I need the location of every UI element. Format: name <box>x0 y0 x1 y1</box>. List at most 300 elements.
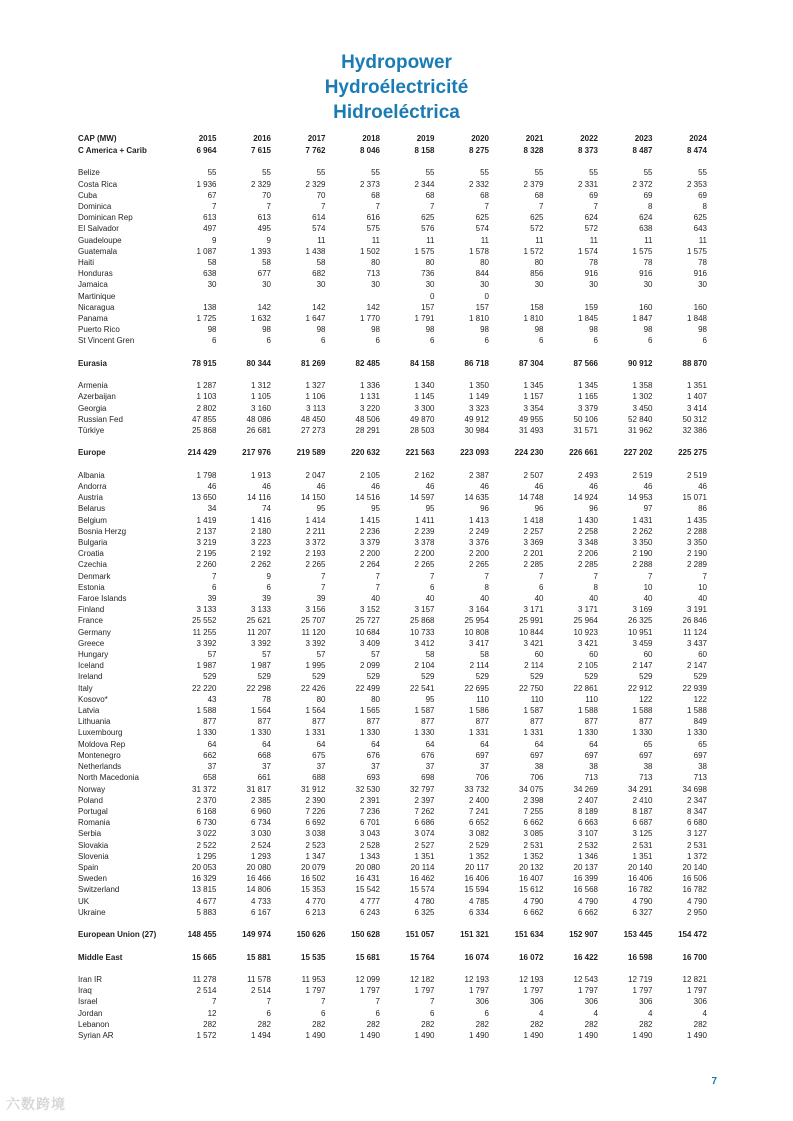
value-cell: 16 598 <box>628 952 653 962</box>
row-label: Lithuania <box>78 717 111 727</box>
spacer-row <box>78 459 707 470</box>
value-cell: 1 987 <box>196 661 217 671</box>
value-cell: 697 <box>693 750 707 760</box>
value-cell: 30 <box>534 280 544 290</box>
value-cell: 46 <box>698 482 707 492</box>
value-cell: 7 <box>375 202 380 211</box>
value-cell: 4 777 <box>359 896 380 906</box>
value-cell: 7 <box>375 571 380 581</box>
value-cell: 22 220 <box>192 683 217 693</box>
table-row <box>78 403 707 414</box>
value-cell: 6 <box>484 336 489 346</box>
value-cell: 7 241 <box>468 806 489 816</box>
value-cell: 10 <box>643 582 653 592</box>
value-cell: 46 <box>589 482 598 492</box>
value-cell: 20 053 <box>192 862 217 872</box>
value-cell: 64 <box>262 739 271 749</box>
table-row <box>78 705 707 716</box>
value-cell: 1 438 <box>305 246 326 256</box>
value-cell: 529 <box>203 672 217 682</box>
row-label: Dominica <box>78 202 112 211</box>
value-cell: 6 <box>321 336 326 346</box>
value-cell: 96 <box>589 504 598 514</box>
value-cell: 2 528 <box>359 840 380 850</box>
value-cell: 7 <box>321 997 326 1007</box>
value-cell: 11 953 <box>301 974 326 984</box>
table-row <box>78 884 707 895</box>
row-label: Israel <box>78 997 98 1007</box>
spacer-cell <box>78 918 707 929</box>
value-cell: 110 <box>530 694 544 704</box>
value-cell: 12 543 <box>573 974 598 984</box>
value-cell: 78 <box>589 258 598 268</box>
value-cell: 6 213 <box>305 907 326 917</box>
value-cell: 46 <box>480 482 489 492</box>
value-cell: 614 <box>312 213 326 223</box>
table-row <box>78 817 707 828</box>
value-cell: 13 650 <box>192 493 217 503</box>
value-cell: 49 912 <box>464 414 489 424</box>
table-header <box>78 133 707 145</box>
value-cell: 11 <box>317 235 326 245</box>
value-cell: 2 201 <box>523 549 544 559</box>
value-cell: 15 594 <box>464 885 489 895</box>
table-row <box>78 291 707 302</box>
value-cell: 3 030 <box>250 829 271 839</box>
value-cell: 3 379 <box>577 403 598 413</box>
value-cell: 282 <box>639 1019 653 1029</box>
value-cell: 46 <box>371 482 380 492</box>
value-cell: 2 206 <box>577 549 598 559</box>
row-label: Faroe Islands <box>78 594 127 604</box>
value-cell: 3 107 <box>577 829 598 839</box>
table-row <box>78 739 707 750</box>
value-cell: 1 797 <box>523 986 544 996</box>
value-cell: 3 300 <box>414 403 435 413</box>
region-total-row <box>78 358 707 369</box>
table-row <box>78 223 707 234</box>
value-cell: 6 652 <box>468 818 489 828</box>
value-cell: 3 421 <box>523 638 544 648</box>
value-cell: 1 588 <box>632 706 653 716</box>
value-cell: 3 156 <box>305 605 326 615</box>
value-cell: 0 <box>430 291 435 301</box>
value-cell: 4 790 <box>686 896 707 906</box>
value-cell: 1 586 <box>468 706 489 716</box>
row-label: Honduras <box>78 269 113 279</box>
row-label: Türkiye <box>78 426 105 436</box>
value-cell: 616 <box>366 213 380 223</box>
value-cell: 662 <box>203 750 217 760</box>
value-cell: 4 780 <box>414 896 435 906</box>
table-row <box>78 414 707 425</box>
value-cell: 40 <box>480 594 489 604</box>
value-cell: 152 907 <box>569 930 598 940</box>
spacer-cell <box>78 436 707 447</box>
header-year: 2023 <box>634 134 653 144</box>
value-cell: 2 493 <box>577 470 598 480</box>
value-cell: 47 855 <box>192 414 217 424</box>
value-cell: 151 057 <box>405 930 435 940</box>
value-cell: 64 <box>534 739 544 749</box>
value-cell: 3 191 <box>686 605 707 615</box>
table-row <box>78 391 707 402</box>
value-cell: 2 190 <box>632 549 653 559</box>
table-row <box>78 1008 707 1019</box>
row-label: Poland <box>78 795 103 805</box>
value-cell: 142 <box>257 302 271 312</box>
value-cell: 98 <box>480 325 489 335</box>
value-cell: 6 686 <box>414 818 435 828</box>
value-cell: 698 <box>421 773 435 783</box>
table-row <box>78 235 707 246</box>
value-cell: 676 <box>366 750 380 760</box>
value-cell: 16 568 <box>573 885 598 895</box>
value-cell: 157 <box>421 302 435 312</box>
value-cell: 693 <box>366 773 380 783</box>
value-cell: 1 149 <box>468 392 489 402</box>
value-cell: 11 120 <box>301 627 326 637</box>
value-cell: 12 099 <box>355 974 380 984</box>
value-cell: 2 524 <box>250 840 271 850</box>
row-label: Ukraine <box>78 907 106 917</box>
value-cell: 11 <box>480 235 489 245</box>
value-cell: 16 406 <box>628 874 653 884</box>
value-cell: 25 727 <box>355 616 380 626</box>
value-cell: 34 269 <box>573 784 598 794</box>
value-cell: 697 <box>639 750 653 760</box>
row-label: C America + Carib <box>78 146 147 155</box>
value-cell: 3 369 <box>523 538 544 548</box>
value-cell: 50 106 <box>573 414 598 424</box>
table-row <box>78 593 707 604</box>
value-cell: 6 <box>321 1008 326 1018</box>
value-cell: 2 391 <box>359 795 380 805</box>
value-cell: 9 <box>266 235 271 245</box>
value-cell: 529 <box>530 672 544 682</box>
value-cell: 2 265 <box>305 560 326 570</box>
value-cell: 3 169 <box>632 605 653 615</box>
value-cell: 38 <box>643 762 653 772</box>
value-cell: 2 285 <box>523 560 544 570</box>
value-cell: 2 162 <box>414 470 435 480</box>
value-cell: 4 790 <box>523 896 544 906</box>
value-cell: 613 <box>257 213 271 223</box>
table-row <box>78 257 707 268</box>
value-cell: 98 <box>316 325 326 335</box>
value-cell: 12 719 <box>628 974 653 984</box>
value-cell: 1 287 <box>196 381 217 391</box>
value-cell: 15 353 <box>301 885 326 895</box>
row-label: Dominican Rep <box>78 213 133 223</box>
table-row <box>78 1019 707 1030</box>
row-label: Denmark <box>78 571 111 581</box>
value-cell: 58 <box>262 258 271 268</box>
value-cell: 7 <box>484 571 489 581</box>
value-cell: 98 <box>425 325 435 335</box>
spacer-row <box>78 436 707 447</box>
value-cell: 1 414 <box>305 515 326 525</box>
value-cell: 6 662 <box>523 907 544 917</box>
value-cell: 2 114 <box>469 661 489 671</box>
value-cell: 6 730 <box>196 818 217 828</box>
row-label: Romania <box>78 818 111 828</box>
value-cell: 96 <box>534 504 544 514</box>
row-label: Albania <box>78 470 105 480</box>
value-cell: 7 <box>375 582 380 592</box>
value-cell: 37 <box>425 762 435 772</box>
value-cell: 2 264 <box>359 560 380 570</box>
value-cell: 6 <box>212 582 217 592</box>
value-cell: 3 376 <box>468 538 489 548</box>
value-cell: 8 <box>484 582 489 592</box>
value-cell: 15 535 <box>301 952 326 962</box>
value-cell: 3 392 <box>196 638 217 648</box>
value-cell: 81 269 <box>301 358 326 368</box>
value-cell: 638 <box>639 224 653 234</box>
value-cell: 57 <box>316 650 326 660</box>
value-cell: 2 285 <box>577 560 598 570</box>
value-cell: 98 <box>643 325 653 335</box>
value-cell: 7 <box>321 202 326 211</box>
value-cell: 529 <box>312 672 326 682</box>
value-cell: 10 923 <box>573 627 598 637</box>
value-cell: 1 913 <box>250 470 271 480</box>
value-cell: 9 <box>212 235 217 245</box>
value-cell: 30 <box>698 280 707 290</box>
value-cell: 1 331 <box>468 728 489 738</box>
value-cell: 4 790 <box>632 896 653 906</box>
value-cell: 95 <box>371 504 380 514</box>
value-cell: 1 575 <box>632 246 653 256</box>
table-row <box>78 582 707 593</box>
spacer-row <box>78 918 707 929</box>
value-cell: 1 810 <box>523 314 544 324</box>
row-label: Austria <box>78 493 103 503</box>
value-cell: 12 821 <box>682 974 707 984</box>
row-label: Azerbaijan <box>78 392 116 402</box>
value-cell: 877 <box>203 717 217 727</box>
row-label: Guadeloupe <box>78 235 122 245</box>
value-cell: 14 748 <box>519 493 544 503</box>
value-cell: 67 <box>207 190 217 200</box>
value-cell: 2 288 <box>686 526 707 536</box>
value-cell: 55 <box>207 168 217 178</box>
row-label: Greece <box>78 638 105 648</box>
value-cell: 11 255 <box>192 627 217 637</box>
value-cell: 529 <box>693 672 707 682</box>
value-cell: 74 <box>262 504 271 514</box>
value-cell: 2 507 <box>523 470 544 480</box>
value-cell: 98 <box>262 325 271 335</box>
value-cell: 6 <box>539 336 544 346</box>
value-cell: 34 <box>207 504 217 514</box>
value-cell: 22 541 <box>410 683 435 693</box>
row-label: Iraq <box>78 986 92 996</box>
value-cell: 282 <box>530 1019 544 1029</box>
value-cell: 7 262 <box>414 806 435 816</box>
value-cell: 1 372 <box>686 851 707 861</box>
row-label: Haiti <box>78 258 95 268</box>
table-row <box>78 324 707 335</box>
value-cell: 22 298 <box>246 683 271 693</box>
value-cell: 7 <box>430 202 435 211</box>
value-cell: 529 <box>584 672 598 682</box>
value-cell: 1 494 <box>250 1030 271 1040</box>
value-cell: 6 <box>430 1008 435 1018</box>
value-cell: 8 <box>648 202 653 211</box>
value-cell: 1 350 <box>468 381 489 391</box>
value-cell: 282 <box>475 1019 489 1029</box>
row-label: Sweden <box>78 874 107 884</box>
row-label: St Vincent Gren <box>78 336 135 346</box>
value-cell: 849 <box>693 717 707 727</box>
capacity-table <box>78 133 707 1041</box>
value-cell: 5 883 <box>196 907 217 917</box>
value-cell: 2 190 <box>686 549 707 559</box>
table-row <box>78 279 707 290</box>
value-cell: 1 847 <box>632 314 653 324</box>
value-cell: 6 687 <box>632 818 653 828</box>
value-cell: 14 806 <box>246 885 271 895</box>
value-cell: 20 080 <box>355 862 380 872</box>
header-year: 2015 <box>198 134 217 144</box>
value-cell: 6 680 <box>686 818 707 828</box>
value-cell: 43 <box>207 694 217 704</box>
value-cell: 1 797 <box>632 986 653 996</box>
value-cell: 576 <box>421 224 435 234</box>
header-year: 2022 <box>580 134 598 144</box>
row-label: Martinique <box>78 291 116 301</box>
value-cell: 1 330 <box>250 728 271 738</box>
value-cell <box>544 291 599 302</box>
value-cell: 30 <box>643 280 653 290</box>
value-cell: 2 099 <box>359 661 380 671</box>
row-label: Jamaica <box>78 280 108 290</box>
table-row <box>78 515 707 526</box>
value-cell: 11 207 <box>247 627 271 637</box>
value-cell: 1 588 <box>196 706 217 716</box>
value-cell: 90 912 <box>628 358 653 368</box>
value-cell: 55 <box>425 168 435 178</box>
value-cell: 2 347 <box>686 795 707 805</box>
value-cell: 2 265 <box>468 560 489 570</box>
value-cell: 1 565 <box>359 706 380 716</box>
table-row <box>78 335 707 346</box>
value-cell: 1 797 <box>468 986 489 996</box>
value-cell: 856 <box>530 269 544 279</box>
row-label: Germany <box>78 627 111 637</box>
value-cell: 39 <box>316 594 326 604</box>
value-cell: 1 430 <box>577 515 598 525</box>
value-cell: 10 808 <box>464 627 489 637</box>
value-cell: 3 223 <box>250 538 271 548</box>
value-cell: 2 527 <box>414 840 435 850</box>
value-cell: 49 955 <box>519 414 544 424</box>
value-cell: 7 <box>321 571 326 581</box>
value-cell: 1 797 <box>686 986 707 996</box>
table-row <box>78 840 707 851</box>
row-label: Moldova Rep <box>78 739 126 749</box>
value-cell: 306 <box>639 997 653 1007</box>
value-cell: 8 275 <box>468 146 489 155</box>
value-cell: 158 <box>530 302 544 312</box>
value-cell: 20 080 <box>246 862 271 872</box>
value-cell: 2 531 <box>632 840 653 850</box>
value-cell: 6 <box>375 336 380 346</box>
value-cell: 15 071 <box>682 493 707 503</box>
value-cell: 1 574 <box>577 246 598 256</box>
value-cell: 98 <box>589 325 598 335</box>
value-cell: 1 797 <box>414 986 435 996</box>
value-cell: 49 870 <box>410 414 435 424</box>
watermark-logo: 六数跨境 <box>6 1096 66 1112</box>
value-cell: 3 348 <box>577 538 598 548</box>
value-cell: 27 273 <box>301 426 326 436</box>
value-cell: 2 114 <box>524 661 544 671</box>
value-cell: 31 493 <box>519 426 544 436</box>
value-cell: 87 566 <box>573 358 598 368</box>
header-year: 2020 <box>471 134 489 144</box>
value-cell: 65 <box>643 739 653 749</box>
value-cell: 6 <box>266 1008 271 1018</box>
value-cell: 713 <box>584 773 598 783</box>
value-cell: 306 <box>475 997 489 1007</box>
table-row <box>78 380 707 391</box>
value-cell: 2 137 <box>196 526 217 536</box>
row-label: Slovenia <box>78 851 109 861</box>
value-cell: 219 589 <box>296 448 326 458</box>
spacer-cell <box>78 347 707 358</box>
value-cell: 69 <box>698 190 707 200</box>
value-cell: 1 987 <box>250 661 271 671</box>
value-cell: 4 770 <box>305 896 326 906</box>
value-cell: 16 072 <box>519 952 544 962</box>
value-cell: 1 588 <box>577 706 598 716</box>
value-cell: 3 378 <box>414 538 435 548</box>
header-year: 2018 <box>362 134 380 144</box>
row-label: Estonia <box>78 582 105 592</box>
value-cell: 7 255 <box>523 806 544 816</box>
value-cell: 3 164 <box>468 605 489 615</box>
value-cell: 1 131 <box>359 392 380 402</box>
value-cell: 10 844 <box>519 627 544 637</box>
title-english: Hydropower <box>341 52 452 73</box>
table-row <box>78 683 707 694</box>
table-row <box>78 571 707 582</box>
value-cell: 2 519 <box>632 470 653 480</box>
value-cell: 1 797 <box>305 986 326 996</box>
value-cell: 3 160 <box>250 403 271 413</box>
value-cell: 80 <box>371 258 380 268</box>
value-cell <box>162 291 217 302</box>
value-cell: 69 <box>643 190 653 200</box>
value-cell: 55 <box>643 168 653 178</box>
value-cell: 2 531 <box>523 840 544 850</box>
value-cell: 1 588 <box>686 706 707 716</box>
value-cell: 150 626 <box>296 930 326 940</box>
value-cell: 3 171 <box>523 605 544 615</box>
value-cell: 1 416 <box>250 515 271 525</box>
value-cell: 11 <box>589 235 598 245</box>
value-cell: 8 158 <box>414 146 435 155</box>
value-cell: 1 346 <box>577 851 598 861</box>
value-cell: 32 386 <box>682 426 707 436</box>
value-cell: 25 868 <box>192 426 217 436</box>
value-cell: 30 <box>480 280 489 290</box>
value-cell: 3 372 <box>305 538 326 548</box>
value-cell: 574 <box>312 224 326 234</box>
